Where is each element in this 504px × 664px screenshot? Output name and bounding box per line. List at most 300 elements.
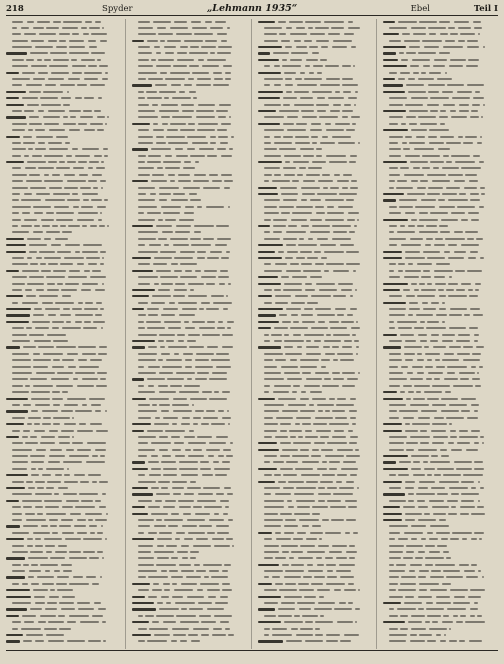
entry-line <box>383 217 498 222</box>
entry-line <box>132 262 247 267</box>
entry-line <box>6 562 121 567</box>
entry-line <box>6 268 121 273</box>
entry-line <box>132 192 247 197</box>
entry-line <box>6 300 121 305</box>
entry-line <box>132 51 247 56</box>
entry-line <box>6 454 121 459</box>
entry-columns <box>6 19 498 649</box>
entry-line <box>383 153 498 158</box>
entry-line <box>258 383 373 388</box>
entry-line <box>258 313 373 318</box>
entry-line <box>6 262 121 267</box>
entry-line <box>132 147 247 152</box>
entry-line <box>6 243 121 248</box>
entry-line <box>258 115 373 120</box>
entry-line <box>132 89 247 94</box>
entry-line <box>383 160 498 165</box>
entry-line <box>6 466 121 471</box>
entry-line <box>258 460 373 465</box>
entry-line <box>383 339 498 344</box>
entry-line <box>258 25 373 30</box>
entry-line <box>258 217 373 222</box>
entry-line <box>6 134 121 139</box>
entry-line <box>258 224 373 229</box>
entry-line <box>132 530 247 535</box>
entry-line <box>383 473 498 478</box>
entry-line <box>6 217 121 222</box>
entry-line <box>132 185 247 190</box>
entry-line <box>258 134 373 139</box>
entry-line <box>132 307 247 312</box>
entry-line <box>6 524 121 529</box>
entry-line <box>258 428 373 433</box>
entry-line <box>132 537 247 542</box>
entry-line <box>383 345 498 350</box>
entry-line <box>132 166 247 171</box>
entry-line <box>258 466 373 471</box>
entry-line <box>383 613 498 618</box>
entry-line <box>132 607 247 612</box>
entry-line <box>258 236 373 241</box>
entry-line <box>258 511 373 516</box>
entry-line <box>258 38 373 43</box>
entry-line <box>6 505 121 510</box>
entry-line <box>132 473 247 478</box>
entry-line <box>258 498 373 503</box>
entry-line <box>258 243 373 248</box>
entry-line <box>258 89 373 94</box>
entry-line <box>132 415 247 420</box>
entry-line <box>6 351 121 356</box>
entry-line <box>132 422 247 427</box>
entry-line <box>258 230 373 235</box>
entry-line <box>258 530 373 535</box>
entry-line <box>383 83 498 88</box>
entry-line <box>132 569 247 574</box>
entry-line <box>132 633 247 638</box>
entry-line <box>383 115 498 120</box>
entry-line <box>6 45 121 50</box>
entry-line <box>258 562 373 567</box>
entry-line <box>258 83 373 88</box>
entry-line <box>258 287 373 292</box>
entry-line <box>132 243 247 248</box>
entry-line <box>258 620 373 625</box>
entry-line <box>132 332 247 337</box>
entry-line <box>258 601 373 606</box>
entry-line <box>383 581 498 586</box>
entry-line <box>132 211 247 216</box>
entry-line <box>258 108 373 113</box>
entry-line <box>6 364 121 369</box>
entry-line <box>6 530 121 535</box>
entry-line <box>132 319 247 324</box>
entry-line <box>132 249 247 254</box>
entry-line <box>132 581 247 586</box>
entry-line <box>258 128 373 133</box>
entry-line <box>132 588 247 593</box>
entry-line <box>383 428 498 433</box>
entry-line <box>383 409 498 414</box>
entry-line <box>6 428 121 433</box>
entry-line <box>383 633 498 638</box>
entry-line <box>383 422 498 427</box>
entry-line <box>258 300 373 305</box>
entry-line <box>6 236 121 241</box>
entry-line <box>6 383 121 388</box>
entry-line <box>383 147 498 152</box>
entry-line <box>383 287 498 292</box>
entry-line <box>258 262 373 267</box>
entry-line <box>258 185 373 190</box>
entry-line <box>132 236 247 241</box>
entry-line <box>6 25 121 30</box>
entry-line <box>132 396 247 401</box>
entry-line <box>132 19 247 24</box>
entry-line <box>258 626 373 631</box>
entry-line <box>6 581 121 586</box>
entry-column-4 <box>383 19 498 649</box>
entry-line <box>258 147 373 152</box>
entry-line <box>6 492 121 497</box>
entry-line <box>132 543 247 548</box>
entry-line <box>258 339 373 344</box>
entry-line <box>132 434 247 439</box>
entry-line <box>6 32 121 37</box>
entry-line <box>383 77 498 82</box>
directory-title: „Lehmann 1935“ <box>206 3 298 14</box>
entry-line <box>6 556 121 561</box>
entry-line <box>383 25 498 30</box>
entry-line <box>132 505 247 510</box>
entry-column-1 <box>6 19 126 649</box>
entry-line <box>6 255 121 260</box>
entry-line <box>6 639 121 644</box>
entry-line <box>383 620 498 625</box>
entry-line <box>258 332 373 337</box>
entry-line <box>258 524 373 529</box>
entry-line <box>383 249 498 254</box>
entry-line <box>383 51 498 56</box>
entry-line <box>258 473 373 478</box>
entry-line <box>258 192 373 197</box>
entry-line <box>258 556 373 561</box>
entry-line <box>132 383 247 388</box>
entry-line <box>132 402 247 407</box>
entry-line <box>132 77 247 82</box>
entry-line <box>132 364 247 369</box>
entry-line <box>258 639 373 644</box>
entry-line <box>6 517 121 522</box>
entry-line <box>6 460 121 465</box>
entry-line <box>258 517 373 522</box>
entry-line <box>132 511 247 516</box>
entry-line <box>258 102 373 107</box>
entry-line <box>132 562 247 567</box>
entry-line <box>258 204 373 209</box>
entry-line <box>6 345 121 350</box>
entry-line <box>383 549 498 554</box>
entry-line <box>6 588 121 593</box>
entry-line <box>132 115 247 120</box>
entry-line <box>383 179 498 184</box>
entry-line <box>258 434 373 439</box>
entry-line <box>258 294 373 299</box>
entry-line <box>6 230 121 235</box>
entry-line <box>6 198 121 203</box>
entry-line <box>132 601 247 606</box>
entry-line <box>383 19 498 24</box>
entry-line <box>383 511 498 516</box>
entry-line <box>383 396 498 401</box>
entry-line <box>132 409 247 414</box>
entry-line <box>132 613 247 618</box>
entry-column-2 <box>132 19 252 649</box>
page-number: 218 <box>6 4 24 14</box>
entry-line <box>258 613 373 618</box>
entry-line <box>383 530 498 535</box>
entry-line <box>383 454 498 459</box>
entry-line <box>258 454 373 459</box>
entry-line <box>258 211 373 216</box>
entry-line <box>132 275 247 280</box>
entry-line <box>258 492 373 497</box>
entry-line <box>258 57 373 62</box>
entry-line <box>258 198 373 203</box>
entry-line <box>6 115 121 120</box>
entry-line <box>258 402 373 407</box>
entry-line <box>383 524 498 529</box>
header-first-entry: Spyder <box>102 4 133 14</box>
entry-line <box>6 537 121 542</box>
entry-line <box>6 594 121 599</box>
entry-line <box>383 275 498 280</box>
entry-line <box>6 179 121 184</box>
page-header <box>6 3 498 16</box>
entry-line <box>132 179 247 184</box>
entry-line <box>6 313 121 318</box>
entry-line <box>6 108 121 113</box>
entry-line <box>383 211 498 216</box>
entry-line <box>6 70 121 75</box>
entry-line <box>132 128 247 133</box>
entry-line <box>258 441 373 446</box>
entry-line <box>383 390 498 395</box>
entry-line <box>383 383 498 388</box>
entry-line <box>6 607 121 612</box>
entry-line <box>132 626 247 631</box>
entry-line <box>383 172 498 177</box>
entry-line <box>383 307 498 312</box>
entry-line <box>132 370 247 375</box>
entry-line <box>132 134 247 139</box>
entry-line <box>6 409 121 414</box>
entry-line <box>6 275 121 280</box>
entry-line <box>6 377 121 382</box>
entry-line <box>132 255 247 260</box>
entry-line <box>132 524 247 529</box>
entry-line <box>6 434 121 439</box>
entry-line <box>383 185 498 190</box>
entry-line <box>132 479 247 484</box>
entry-line <box>132 38 247 43</box>
entry-line <box>383 281 498 286</box>
entry-line <box>383 96 498 101</box>
entry-line <box>132 70 247 75</box>
page-footer <box>6 650 498 662</box>
entry-line <box>383 268 498 273</box>
entry-line <box>132 25 247 30</box>
entry-line <box>383 294 498 299</box>
entry-line <box>383 447 498 452</box>
entry-line <box>258 255 373 260</box>
entry-line <box>132 287 247 292</box>
entry-line <box>6 147 121 152</box>
entry-line <box>383 64 498 69</box>
entry-line <box>6 390 121 395</box>
entry-line <box>258 19 373 24</box>
entry-line <box>132 486 247 491</box>
entry-line <box>383 351 498 356</box>
entry-line <box>383 358 498 363</box>
entry-line <box>6 479 121 484</box>
entry-line <box>6 19 121 24</box>
entry-line <box>258 396 373 401</box>
entry-line <box>132 57 247 62</box>
entry-line <box>132 224 247 229</box>
entry-line <box>258 358 373 363</box>
entry-line <box>258 505 373 510</box>
entry-line <box>258 77 373 82</box>
entry-line <box>6 339 121 344</box>
entry-line <box>6 294 121 299</box>
entry-line <box>6 96 121 101</box>
entry-line <box>258 345 373 350</box>
entry-line <box>258 447 373 452</box>
entry-line <box>383 377 498 382</box>
entry-line <box>383 32 498 37</box>
entry-line <box>132 217 247 222</box>
entry-line <box>6 326 121 331</box>
entry-line <box>383 332 498 337</box>
entry-line <box>258 486 373 491</box>
entry-line <box>6 57 121 62</box>
entry-line <box>132 358 247 363</box>
entry-line <box>383 224 498 229</box>
entry-line <box>6 626 121 631</box>
entry-line <box>383 108 498 113</box>
entry-line <box>132 377 247 382</box>
entry-line <box>383 479 498 484</box>
entry-line <box>132 326 247 331</box>
entry-line <box>383 166 498 171</box>
entry-line <box>132 447 247 452</box>
entry-line <box>6 569 121 574</box>
entry-line <box>258 70 373 75</box>
entry-line <box>383 498 498 503</box>
entry-line <box>383 70 498 75</box>
entry-line <box>383 236 498 241</box>
entry-line <box>6 153 121 158</box>
entry-line <box>132 454 247 459</box>
entry-line <box>6 620 121 625</box>
entry-line <box>383 594 498 599</box>
entry-line <box>132 172 247 177</box>
entry-line <box>132 45 247 50</box>
entry-line <box>6 486 121 491</box>
entry-line <box>6 402 121 407</box>
entry-line <box>383 562 498 567</box>
entry-line <box>132 160 247 165</box>
entry-line <box>383 121 498 126</box>
entry-column-3 <box>258 19 378 649</box>
entry-line <box>132 102 247 107</box>
entry-line <box>383 89 498 94</box>
entry-line <box>383 441 498 446</box>
header-last-entry: Ebel <box>410 4 430 14</box>
part-label: Teil I <box>473 4 498 14</box>
entry-line <box>6 160 121 165</box>
entry-line <box>258 370 373 375</box>
entry-line <box>383 134 498 139</box>
entry-line <box>383 626 498 631</box>
entry-line <box>383 243 498 248</box>
entry-line <box>258 537 373 542</box>
entry-line <box>6 319 121 324</box>
entry-line <box>258 307 373 312</box>
entry-line <box>6 287 121 292</box>
entry-line <box>258 575 373 580</box>
entry-line <box>6 396 121 401</box>
entry-line <box>132 268 247 273</box>
entry-line <box>383 415 498 420</box>
entry-line <box>383 639 498 644</box>
entry-line <box>6 613 121 618</box>
entry-line <box>258 166 373 171</box>
entry-line <box>258 326 373 331</box>
entry-line <box>258 581 373 586</box>
entry-line <box>258 140 373 145</box>
entry-line <box>6 89 121 94</box>
entry-line <box>258 268 373 273</box>
entry-line <box>6 633 121 638</box>
entry-line <box>383 434 498 439</box>
entry-line <box>6 185 121 190</box>
entry-line <box>383 204 498 209</box>
entry-line <box>132 575 247 580</box>
entry-line <box>6 549 121 554</box>
entry-line <box>383 486 498 491</box>
entry-line <box>258 32 373 37</box>
entry-line <box>6 498 121 503</box>
entry-line <box>383 364 498 369</box>
entry-line <box>6 415 121 420</box>
entry-line <box>6 211 121 216</box>
entry-line <box>258 319 373 324</box>
entry-line <box>132 204 247 209</box>
entry-line <box>383 517 498 522</box>
entry-line <box>383 128 498 133</box>
entry-line <box>258 422 373 427</box>
entry-line <box>383 569 498 574</box>
entry-line <box>383 230 498 235</box>
entry-line <box>383 192 498 197</box>
entry-line <box>132 466 247 471</box>
entry-line <box>132 281 247 286</box>
entry-line <box>6 64 121 69</box>
entry-line <box>132 64 247 69</box>
entry-line <box>132 517 247 522</box>
